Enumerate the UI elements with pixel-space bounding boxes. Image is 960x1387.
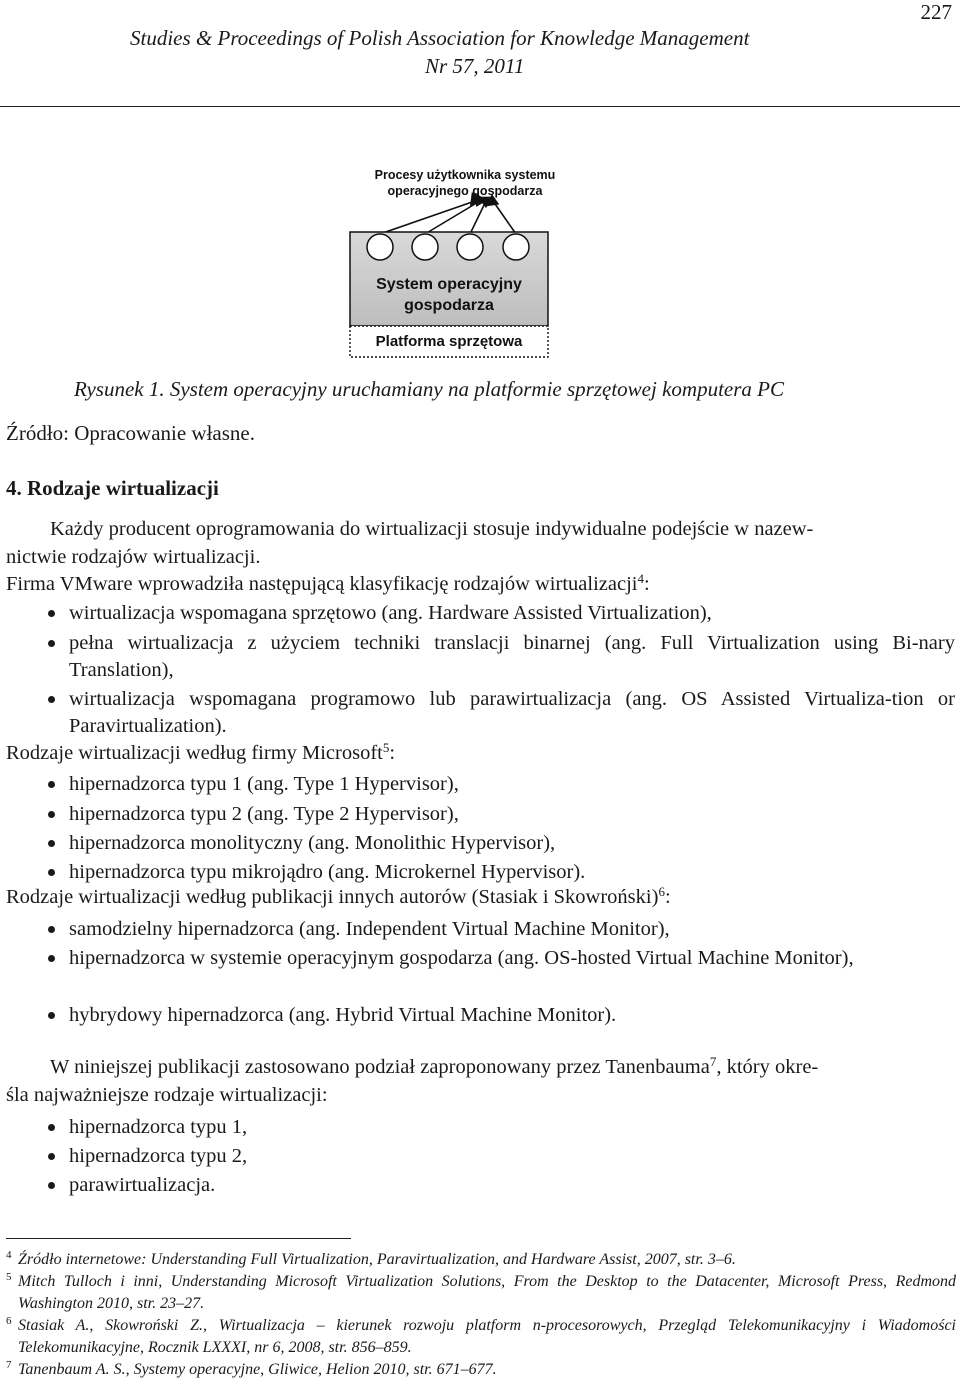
process-circle bbox=[457, 234, 483, 260]
host-os-label-line2: gospodarza bbox=[404, 297, 494, 314]
tanenbaum-line-2: śla najważniejsze rodzaje wirtualizacji: bbox=[6, 1084, 328, 1106]
microsoft-intro-colon: : bbox=[389, 742, 396, 764]
processes-label: Procesy użytkownika systemu bbox=[374, 168, 556, 182]
list-item: hipernadzorca typu 1, bbox=[69, 1114, 955, 1141]
tanenbaum-text: W niniejszej publikacji zastosowano podział zaproponowany przez Tanenbauma bbox=[50, 1056, 710, 1078]
process-circle bbox=[412, 234, 438, 260]
process-circle bbox=[367, 234, 393, 260]
others-intro bbox=[6, 886, 671, 909]
footnote-text: Źródło internetowe: Understanding Full Virtualization, Paravirtualization, and Hardware Assist, 2007, str. 3–6. bbox=[18, 1251, 736, 1268]
footnote-5 bbox=[6, 1271, 956, 1315]
vmware-intro bbox=[6, 573, 650, 596]
figure-diagram bbox=[300, 160, 660, 365]
footnote-number: 6 bbox=[6, 1315, 12, 1327]
list-item: pełna wirtualizacja z użyciem techniki translacji binarnej (ang. Full Virtualization using Bi-nary Translation), bbox=[69, 630, 955, 684]
page-header bbox=[0, 0, 960, 110]
list-item: parawirtualizacja. bbox=[69, 1172, 955, 1199]
others-intro-colon: : bbox=[664, 886, 671, 908]
list-item: hipernadzorca w systemie operacyjnym gospodarza (ang. OS-hosted Virtual Machine Monitor), bbox=[69, 945, 955, 972]
footnote-number: 4 bbox=[6, 1249, 12, 1261]
footnote-text: Stasiak A., Skowroński Z., Wirtualizacja – kierunek rozwoju platform n-procesorowych, Przegląd Telekomunikacyjny i Wiadomości Telekomunikacyjne, Rocznik LXXXI, nr 6, 2008, str. 856–859. bbox=[18, 1317, 956, 1356]
tanenbaum-line-1 bbox=[50, 1056, 818, 1079]
vmware-intro-text: Firma VMware wprowadziła następującą klasyfikację rodzajów wirtualizacji bbox=[6, 573, 638, 595]
footnote-ref-4: 4 bbox=[637, 571, 644, 586]
page-number: 227 bbox=[920, 0, 952, 24]
footnote-rule bbox=[6, 1238, 351, 1239]
list-item: hipernadzorca typu 2 (ang. Type 2 Hypervisor), bbox=[69, 801, 955, 828]
microsoft-intro-text: Rodzaje wirtualizacji według firmy Microsoft bbox=[6, 742, 383, 764]
process-circle bbox=[503, 234, 529, 260]
footnote-text: Mitch Tulloch i inni, Understanding Microsoft Virtualization Solutions, From the Desktop to the Datacenter, Microsoft Press, Redmond Washington 2010, str. 23–27. bbox=[18, 1273, 956, 1312]
list-item: hipernadzorca monolityczny (ang. Monolithic Hypervisor), bbox=[69, 830, 955, 857]
list-item: hybrydowy hipernadzorca (ang. Hybrid Virtual Machine Monitor). bbox=[69, 1002, 955, 1029]
processes-label-line2: operacyjnego gospodarza bbox=[387, 184, 543, 198]
list-item: wirtualizacja wspomagana sprzętowo (ang. Hardware Assisted Virtualization), bbox=[69, 600, 955, 627]
process-arrow-4 bbox=[493, 201, 516, 234]
process-arrow-1 bbox=[380, 201, 475, 234]
footnote-text: Tanenbaum A. S., Systemy operacyjne, Gliwice, Helion 2010, str. 671–677. bbox=[18, 1361, 497, 1378]
list-item: wirtualizacja wspomagana programowo lub parawirtualizacja (ang. OS Assisted Virtualiza-tion or Paravirtualization). bbox=[69, 686, 955, 740]
footnotes bbox=[6, 1249, 956, 1381]
list-item: hipernadzorca typu 1 (ang. Type 1 Hypervisor), bbox=[69, 771, 955, 798]
footnote-ref-5: 5 bbox=[382, 740, 390, 755]
list-item: hipernadzorca typu 2, bbox=[69, 1143, 955, 1170]
footnote-4 bbox=[6, 1249, 956, 1271]
footnote-number: 5 bbox=[6, 1271, 12, 1283]
vmware-intro-colon: : bbox=[643, 573, 650, 595]
header-rule bbox=[0, 106, 960, 107]
tanenbaum-text-end: , który okre- bbox=[716, 1056, 819, 1078]
journal-issue: Nr 57, 2011 bbox=[425, 54, 525, 78]
diagram-svg bbox=[300, 160, 660, 365]
intro-line-2: nictwie rodzajów wirtualizacji. bbox=[6, 546, 261, 568]
footnote-ref-7: 7 bbox=[709, 1054, 717, 1069]
footnote-ref-6: 6 bbox=[658, 884, 665, 899]
hardware-platform-label: Platforma sprzętowa bbox=[375, 333, 523, 350]
section-heading: 4. Rodzaje wirtualizacji bbox=[6, 476, 219, 500]
list-item: samodzielny hipernadzorca (ang. Independent Virtual Machine Monitor), bbox=[69, 916, 955, 943]
figure-caption: Rysunek 1. System operacyjny uruchamiany na platformie sprzętowej komputera PC bbox=[74, 377, 784, 401]
journal-title: Studies & Proceedings of Polish Association for Knowledge Management bbox=[130, 26, 750, 50]
host-os-label: System operacyjny bbox=[376, 276, 522, 293]
intro-line-1: Każdy producent oprogramowania do wirtualizacji stosuje indywidualne podejście w nazew- bbox=[50, 518, 814, 540]
footnote-7 bbox=[6, 1359, 956, 1381]
others-intro-text: Rodzaje wirtualizacji według publikacji innych autorów (Stasiak i Skowroński) bbox=[6, 886, 659, 908]
list-item: hipernadzorca typu mikrojądro (ang. Microkernel Hypervisor). bbox=[69, 859, 955, 886]
footnote-number: 7 bbox=[6, 1359, 12, 1371]
footnote-6 bbox=[6, 1315, 956, 1359]
microsoft-intro bbox=[6, 742, 395, 765]
figure-source: Źródło: Opracowanie własne. bbox=[6, 421, 255, 445]
